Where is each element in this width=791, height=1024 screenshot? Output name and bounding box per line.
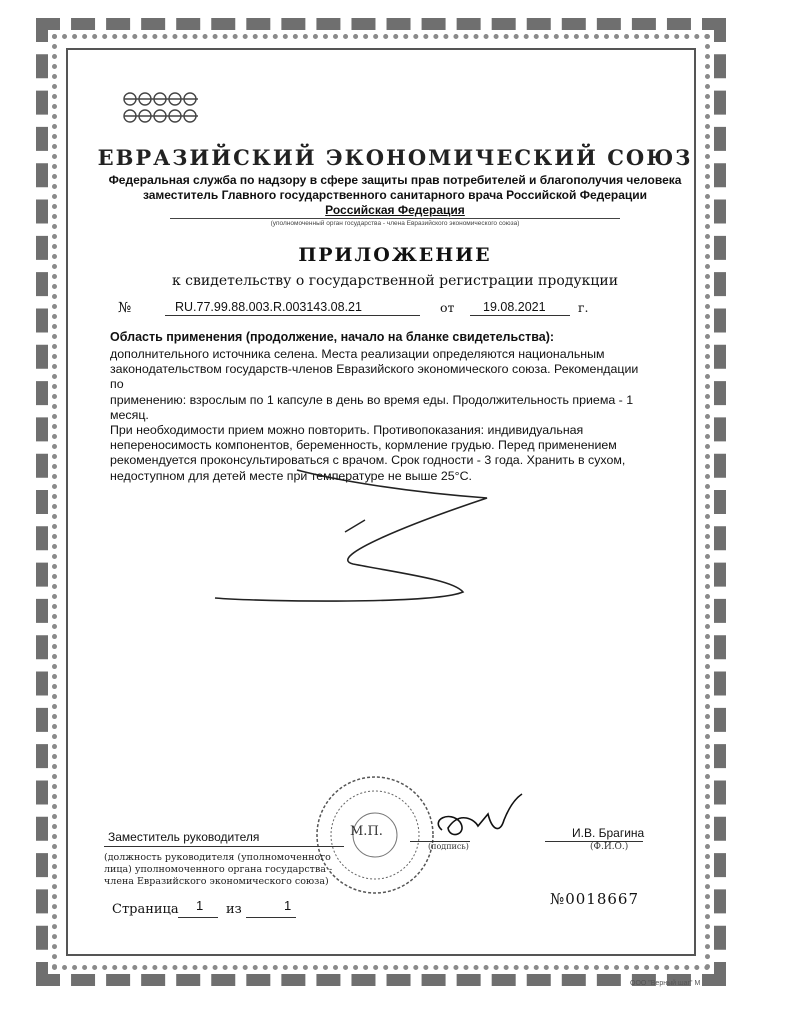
year-suffix: г. — [578, 300, 589, 315]
page-label: Страница — [112, 902, 179, 917]
seal-place-label: М.П. — [350, 824, 383, 839]
page-total: 1 — [284, 898, 292, 913]
position-underline — [104, 846, 344, 847]
agency-line-2: заместитель Главного государственного санитарного врача Российской Федерации — [142, 188, 648, 202]
page-number: 1 — [196, 898, 204, 913]
signer-name: И.В. Брагина — [572, 826, 645, 840]
scope-line: законодательством государств-членов Евразийского экономического союза. Рекомендации по — [110, 362, 639, 392]
deputy-position: Заместитель руководителя — [108, 830, 260, 844]
reg-number-underline — [165, 315, 420, 316]
page-total-underline — [246, 917, 296, 918]
scope-heading: Область применения (продолжение, начало на бланке свидетельства): — [110, 330, 555, 344]
form-serial-number: №0018667 — [550, 890, 639, 908]
registration-date: 19.08.2021 — [483, 300, 546, 314]
page-of-label: из — [226, 902, 242, 917]
signature-caption: (подпись) — [428, 842, 469, 851]
agency-country: Российская Федерация — [325, 203, 465, 217]
registration-number: RU.77.99.88.003.R.003143.08.21 — [175, 300, 362, 314]
position-caption-line: лица) уполномоченного органа государства - — [104, 864, 333, 875]
agency-line-1: Федеральная служба по надзору в сфере защиты прав потребителей и благополучия человека — [108, 173, 682, 187]
blank-space-z-mark — [205, 462, 495, 612]
printer-mark: ООО "Верный шаг" М — [630, 980, 701, 987]
union-title: ЕВРАЗИЙСКИЙ ЭКОНОМИЧЕСКИЙ СОЮЗ — [97, 145, 693, 170]
scope-line: применению: взрослым по 1 капсуле в день во время еды. Продолжительность приема - 1 месяц. — [110, 392, 634, 422]
annex-subtitle: к свидетельству о государственной регистрации продукции — [171, 273, 619, 289]
reg-date-underline — [470, 315, 570, 316]
agency-caption: (уполномоченный орган государства - члена Евразийского экономического союза) — [170, 218, 620, 227]
handwritten-signature — [430, 790, 530, 845]
scope-line: недоступном для детей месте при температуре не выше 25°С. — [110, 468, 472, 483]
full-name-caption: (Ф.И.О.) — [590, 842, 629, 852]
position-caption-line: члена Евразийского экономического союза) — [104, 876, 329, 887]
scope-line: При необходимости прием можно повторить. Противопоказания: индивидуальная — [110, 423, 584, 438]
scope-line: дополнительного источника селена. Места реализации определяются национальным — [110, 347, 605, 361]
position-caption — [104, 852, 354, 888]
annex-title: ПРИЛОЖЕНИЕ — [298, 244, 492, 266]
scope-line: непереносимость компонентов, беременность, кормление грудью. Перед применением — [110, 438, 617, 453]
series-mark-icon — [120, 90, 210, 126]
scope-line: рекомендуется проконсультироваться с врачом. Срок годности - 3 года. Хранить в сухом, — [110, 453, 626, 468]
position-caption-line: (должность руководителя (уполномоченного — [104, 852, 331, 863]
date-from-label: от — [440, 300, 455, 315]
page-number-underline — [178, 917, 218, 918]
number-sign: № — [118, 300, 132, 316]
